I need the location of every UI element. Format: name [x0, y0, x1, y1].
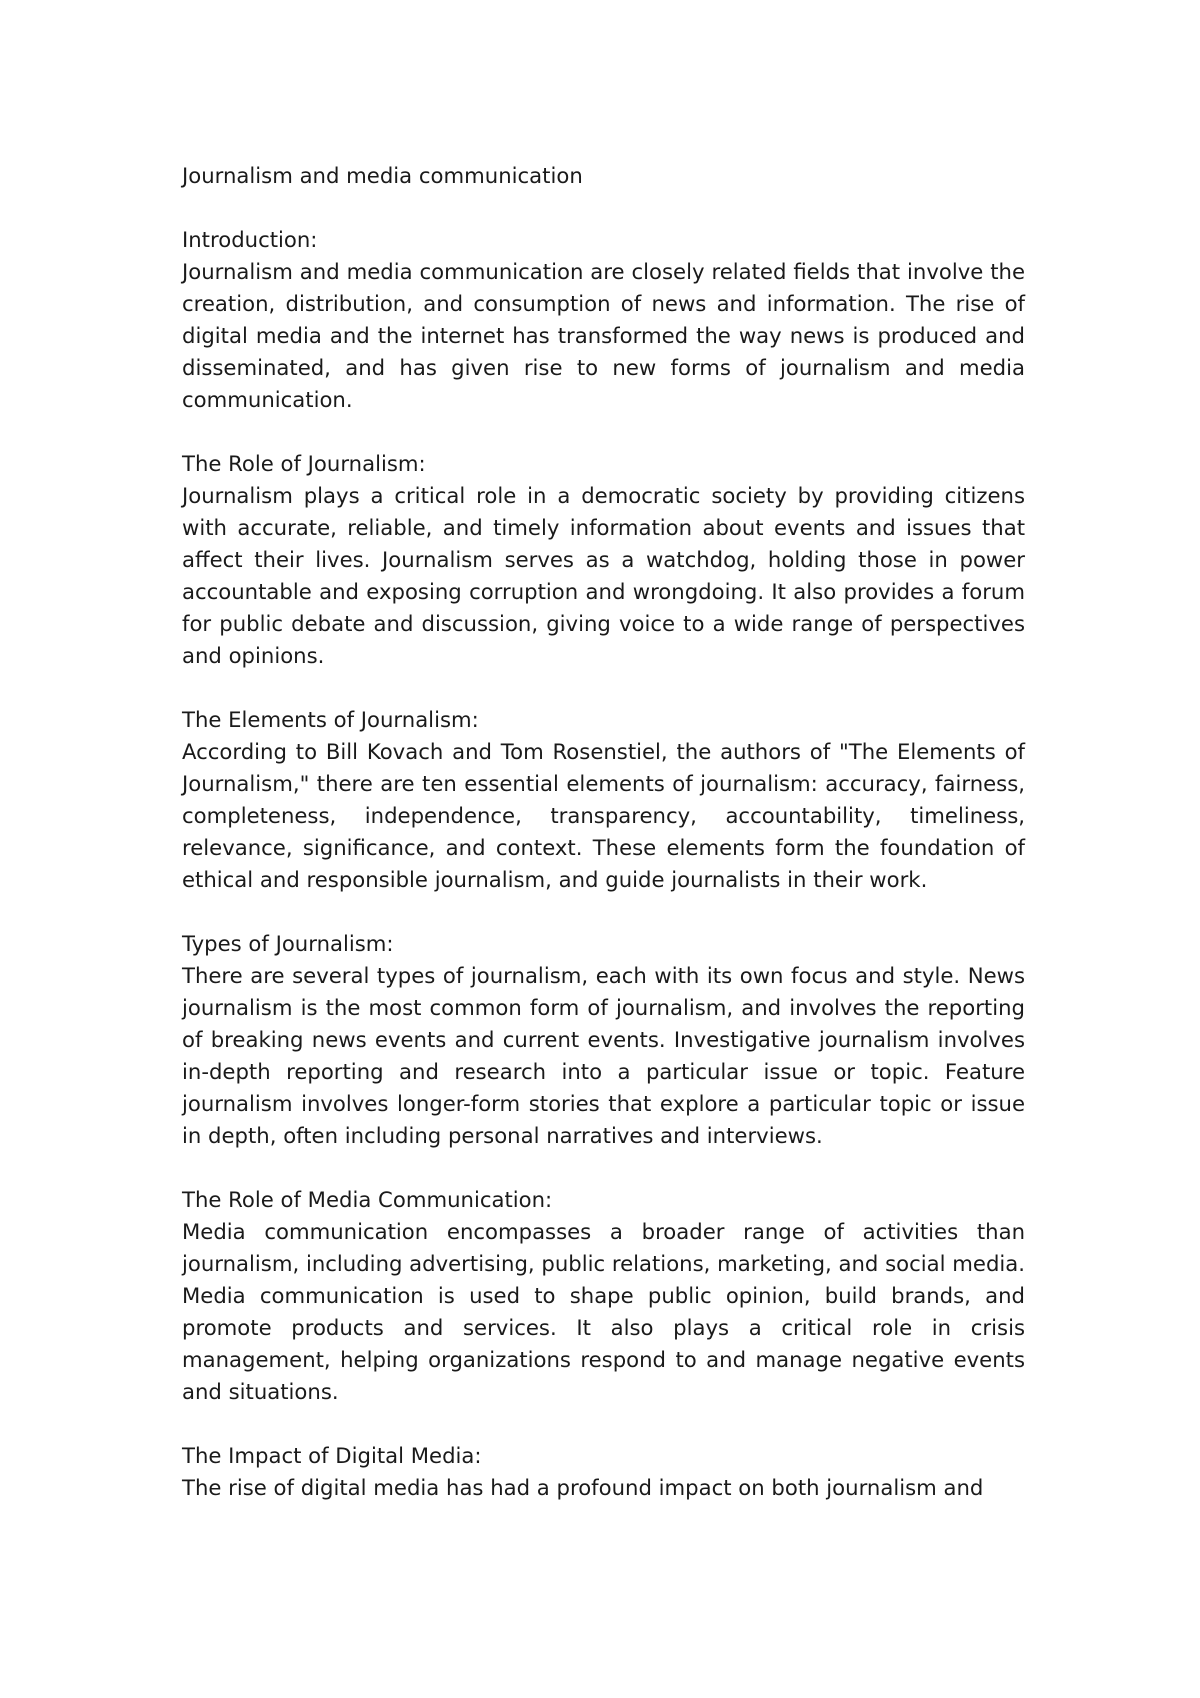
section-paragraph: Journalism and media communication are closely related fields that involve the creation, distribution, and consumption of news and information. The rise of digital media and the internet has transformed the way news is produced and disseminated, and has given rise to new forms of journalism and media communication. — [182, 259, 1025, 412]
section-heading: The Role of Media Communication: — [182, 1187, 553, 1212]
section-heading: Types of Journalism: — [182, 931, 394, 956]
section-paragraph: The rise of digital media has had a profound impact on both journalism and — [182, 1475, 984, 1500]
section-heading: The Role of Journalism: — [182, 451, 426, 476]
section-heading: The Elements of Journalism: — [182, 707, 479, 732]
section-types-of-journalism — [182, 928, 1025, 1152]
document-title: Journalism and media communication — [182, 163, 583, 188]
section-paragraph: Media communication encompasses a broader range of activities than journalism, including advertising, public relations, marketing, and social media. Media communication is used to shape public opinion, build brands, and promote products and services. It also plays a critical role in crisis management, helping organizations respond to and manage negative events and situations. — [182, 1219, 1025, 1404]
section-heading: Introduction: — [182, 227, 318, 252]
section-impact-of-digital-media — [182, 1440, 1025, 1504]
section-role-of-media-communication — [182, 1184, 1025, 1408]
document-content — [182, 160, 1025, 1536]
section-heading: The Impact of Digital Media: — [182, 1443, 482, 1468]
section-paragraph: According to Bill Kovach and Tom Rosenstiel, the authors of "The Elements of Journalism," there are ten essential elements of journalism: accuracy, fairness, completeness, independence, transparency, accountability, timeliness, relevance, significance, and context. These elements form the foundation of ethical and responsible journalism, and guide journalists in their work. — [182, 739, 1025, 892]
section-role-of-journalism — [182, 448, 1025, 672]
section-paragraph: There are several types of journalism, each with its own focus and style. News journalism is the most common form of journalism, and involves the reporting of breaking news events and current events. Investigative journalism involves in-depth reporting and research into a particular issue or topic. Feature journalism involves longer-form stories that explore a particular topic or issue in depth, often including personal narratives and interviews. — [182, 963, 1025, 1148]
section-elements-of-journalism — [182, 704, 1025, 896]
section-introduction — [182, 224, 1025, 416]
section-paragraph: Journalism plays a critical role in a democratic society by providing citizens with accurate, reliable, and timely information about events and issues that affect their lives. Journalism serves as a watchdog, holding those in power accountable and exposing corruption and wrongdoing. It also provides a forum for public debate and discussion, giving voice to a wide range of perspectives and opinions. — [182, 483, 1025, 668]
